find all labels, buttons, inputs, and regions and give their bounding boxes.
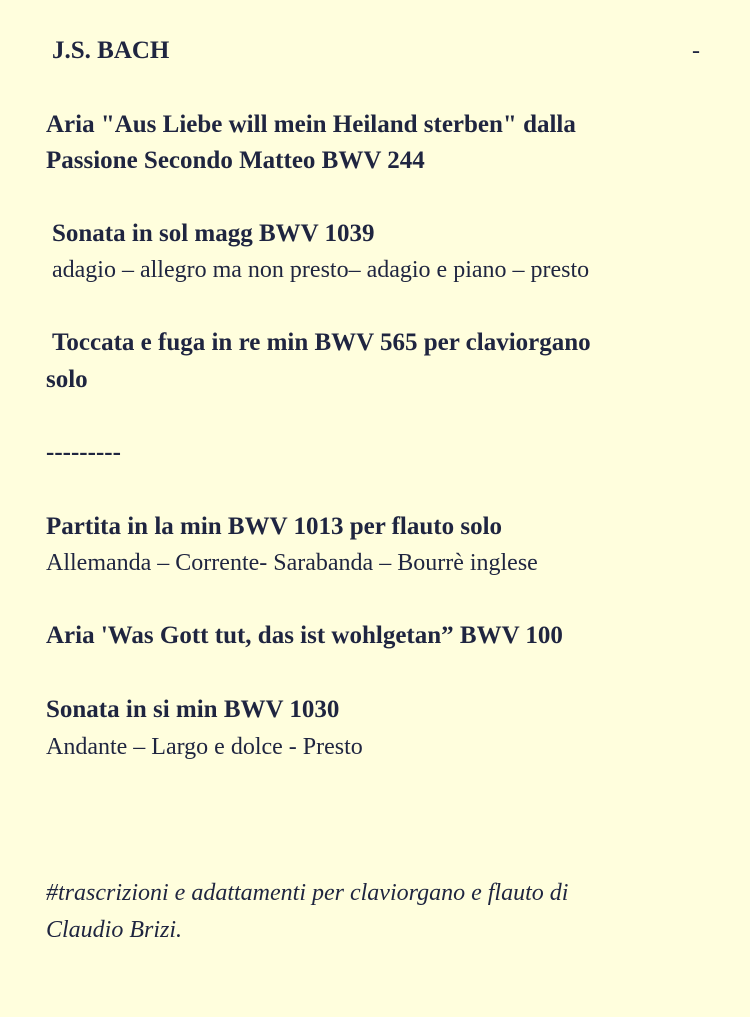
partita-movements: Allemanda – Corrente- Sarabanda – Bourrè inglese xyxy=(46,550,538,576)
toccata-title-line-1: Toccata e fuga in re min BWV 565 per claviorgano xyxy=(52,329,591,356)
sonata-1030-movements: Andante – Largo e dolce - Presto xyxy=(46,734,363,760)
sonata-1030-title: Sonata in si min BWV 1030 xyxy=(46,696,340,723)
partita-title: Partita in la min BWV 1013 per flauto solo xyxy=(46,513,503,540)
sonata-1039-title: Sonata in sol magg BWV 1039 xyxy=(52,220,375,247)
toccata-title-line-2: solo xyxy=(46,366,88,393)
sonata-1039-movements: adagio – allegro ma non presto– adagio e piano – presto xyxy=(52,257,590,283)
header-dash: - xyxy=(692,38,700,64)
aria-title-line-2: Passione Secondo Matteo BWV 244 xyxy=(46,147,425,174)
aria-bwv100-title: Aria 'Was Gott tut, das ist wohlgetan” BWV 100 xyxy=(46,622,563,649)
composer-heading: J.S. BACH xyxy=(52,37,170,64)
section-separator: --------- xyxy=(46,439,121,466)
aria-title-line-1: Aria "Aus Liebe will mein Heiland sterben" dalla xyxy=(46,111,576,138)
footnote-line-1: #trascrizioni e adattamenti per claviorgano e flauto di xyxy=(46,880,569,906)
footnote-line-2: Claudio Brizi. xyxy=(46,917,183,943)
